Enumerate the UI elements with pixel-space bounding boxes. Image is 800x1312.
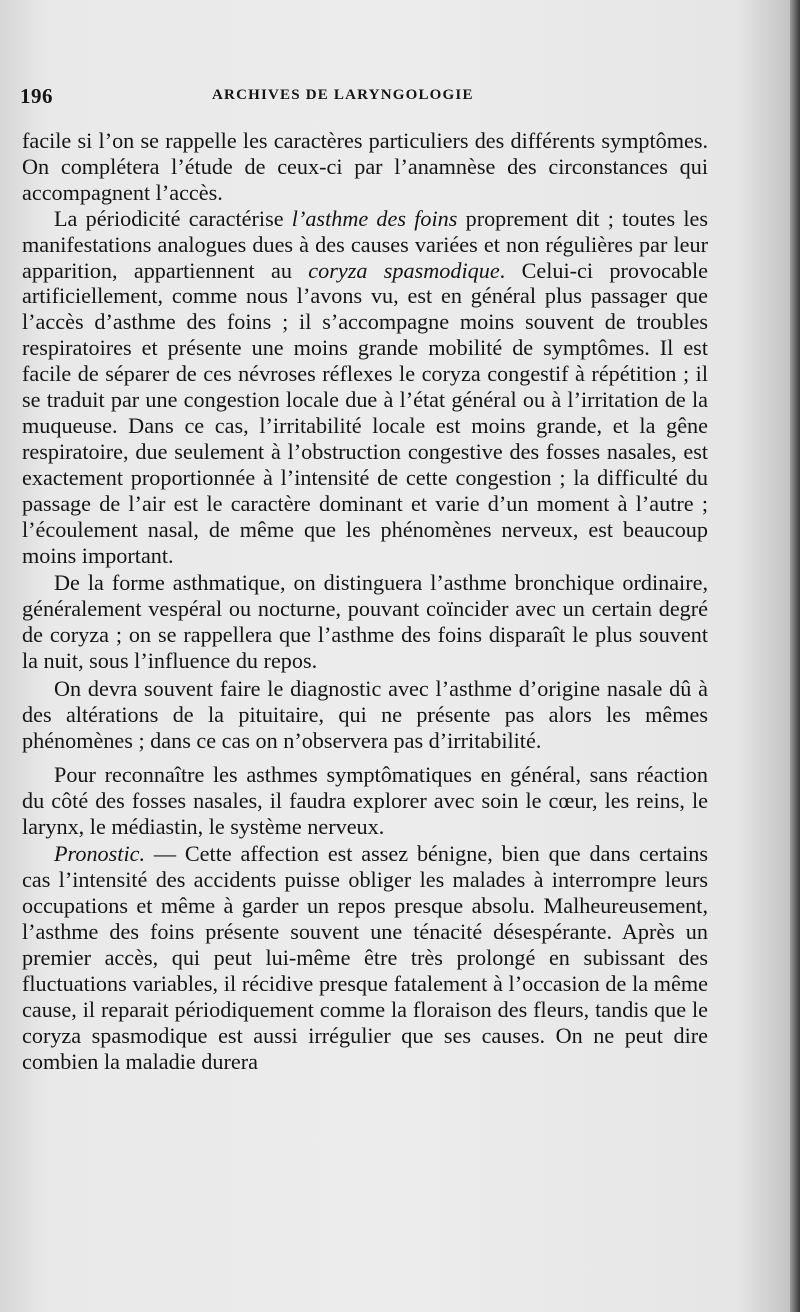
paragraph-periodicity — [22, 206, 708, 569]
paragraph-text: La périodicité caractérise — [54, 205, 292, 231]
paragraph-text: proprement dit ; toutes les manifestations analogues dues à des causes variées et non régulières par leur apparition, appartiennent au — [22, 205, 708, 283]
paragraph-prognosis — [22, 841, 708, 1074]
paragraph-symptomatic-asthma — [22, 762, 708, 840]
page-edge-shadow — [790, 0, 800, 1312]
italic-term: coryza spasmodique — [308, 257, 500, 283]
page-header — [20, 84, 710, 110]
paragraph-text: facile si l’on se rappelle les caractères particuliers des différents symptômes. On complétera l’étude de ceux-ci par l’anamnèse des circonstances qui accompagnent l’accès. — [22, 128, 708, 205]
paragraph-text: De la forme asthmatique, on distinguera l’asthme bronchique ordinaire, généralement vespéral ou nocturne, pouvant coïncider avec un certain degré de coryza ; on se rappellera que l’asthme des foins disparaît le plus souvent la nuit, sous l’influence du repos. — [22, 570, 708, 674]
body-text — [22, 128, 708, 1075]
paragraph-text: On devra souvent faire le diagnostic avec l’asthme d’origine nasale dû à des altérations de la pituitaire, qui ne présente pas alors les mêmes phénomènes ; dans ce cas on n’observera pas d’irritabilité. — [22, 676, 708, 753]
paragraph-asthmatic-form — [22, 570, 708, 674]
page-number: 196 — [20, 84, 53, 108]
paragraph-text: . Celui-ci provocable artificiellement, comme nous l’avons vu, est en général plus passager que l’accès d’asthme des foins ; il s’accompagne moins souvent de troubles respiratoires et présente une moins grande mobilité de symptômes. Il est facile de séparer de ces névroses réflexes le coryza congestif à répétition ; il se traduit par une congestion locale due à l’état général ou à l’irritation de la muqueuse. Dans ce cas, l’irritabilité locale est moins grande, et la gêne respiratoire, due seulement à l’obstruction congestive des fosses nasales, est exactement proportionnée à l’intensité de cette congestion ; la difficulté du passage de l’air est le caractère dominant et varie d’un moment à l’autre ; l’écoulement nasal, de même que les phénomènes nerveux, est beaucoup moins important. — [22, 257, 708, 568]
section-label: Pronostic. — [54, 841, 146, 867]
running-title: ARCHIVES DE LARYNGOLOGIE — [212, 87, 474, 103]
paragraph-nasal-asthma — [22, 676, 708, 754]
italic-term: l’asthme des foins — [291, 205, 458, 231]
paragraph-continuation — [22, 128, 708, 206]
paragraph-text: — Cette affection est assez bénigne, bien que dans certains cas l’intensité des accidents puisse obliger les malades à interrompre leurs occupations et même à garder un repos presque absolu. Malheureusement, l’asthme des foins présente souvent une ténacité désespérante. Après un premier accès, qui peut lui-même être très prolongé en subissant des fluctuations variables, il récidive presque fatalement à l’occasion de la même cause, il reparait périodiquement comme la floraison des fleurs, tandis que le coryza spasmodique est aussi irrégulier que ses causes. On ne peut dire combien la maladie durera — [22, 841, 708, 1074]
paragraph-text: Pour reconnaître les asthmes symptômatiques en général, sans réaction du côté des fosses nasales, il faudra explorer avec soin le cœur, les reins, le larynx, le médiastin, le système nerveux. — [22, 761, 708, 839]
